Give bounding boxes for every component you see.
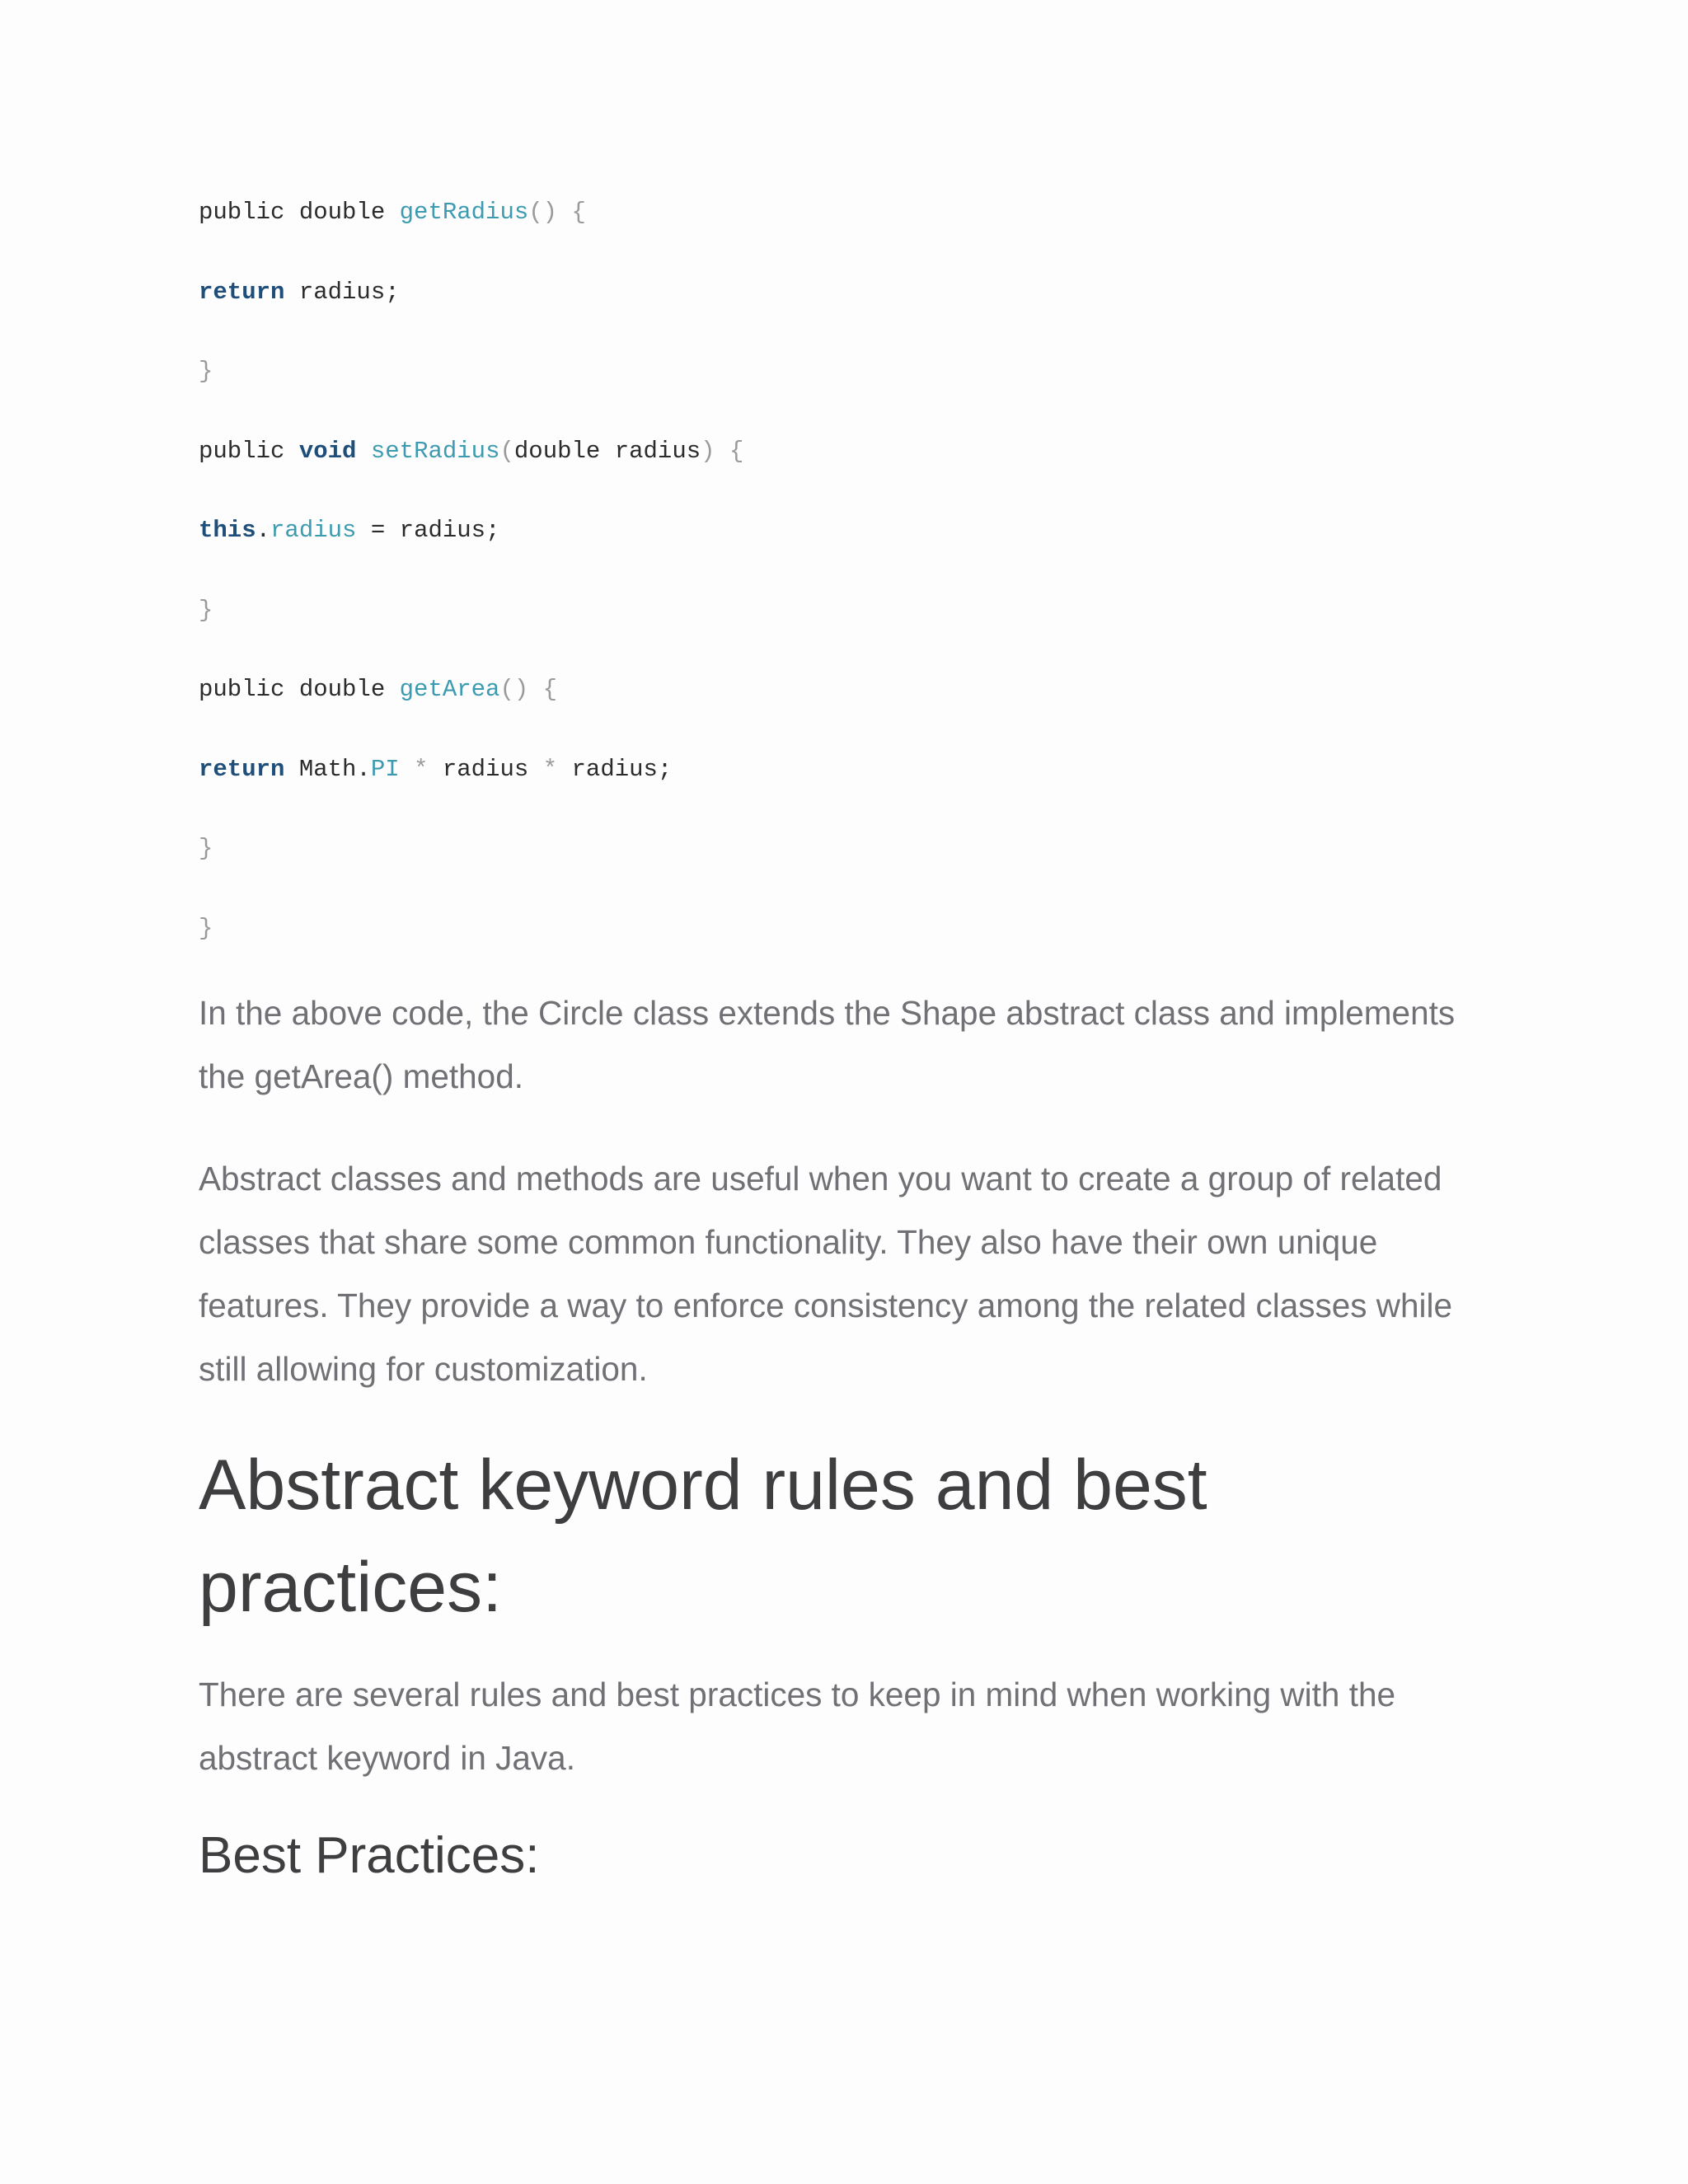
subheading-best-practices: Best Practices:: [199, 1827, 540, 1884]
document-page: [199, 181, 1501, 1889]
code-token: radius;: [284, 278, 400, 306]
code-token: () {: [499, 676, 558, 703]
code-token: radius;: [571, 755, 673, 783]
code-line: [199, 579, 1501, 659]
code-token: = radius;: [356, 517, 500, 544]
code-token: Math.: [284, 755, 371, 783]
code-token: public double: [199, 676, 400, 703]
code-token: return: [199, 755, 285, 783]
code-line: [199, 738, 1501, 818]
code-token: return: [199, 278, 285, 306]
code-token: PI: [370, 755, 400, 783]
code-line: [199, 420, 1501, 500]
code-line: [199, 818, 1501, 898]
code-token: () {: [528, 199, 586, 226]
code-line: [199, 181, 1501, 261]
code-token: double radius: [513, 437, 701, 465]
paragraph-circle-explanation: In the above code, the Circle class extends the Shape abstract class and implements the getArea() method.: [199, 994, 1456, 1095]
code-line: [199, 261, 1501, 341]
code-line: [199, 499, 1501, 579]
code-token: setRadius: [370, 437, 500, 465]
code-line: [199, 340, 1501, 420]
code-block: [199, 181, 1501, 977]
paragraph-abstract-usefulness: Abstract classes and methods are useful when you want to create a group of related classes that share some common functionality. They also have their own unique features. They provide a way to enforce consistency among the related classes while still allowing for customization.: [199, 1160, 1453, 1388]
code-line: [199, 658, 1501, 738]
code-token: getArea: [399, 676, 500, 703]
code-token: public: [199, 437, 299, 465]
code-token: }: [199, 835, 213, 862]
code-token: }: [199, 914, 213, 942]
code-token: ) {: [701, 437, 744, 465]
section-heading-abstract-rules: Abstract keyword rules and best practices:: [199, 1446, 1207, 1627]
code-token: *: [399, 755, 443, 783]
code-token: *: [528, 755, 572, 783]
code-line: [199, 898, 1501, 977]
code-token: }: [199, 596, 213, 624]
code-token: (: [499, 437, 514, 465]
code-token: this: [199, 517, 256, 544]
code-token: getRadius: [399, 199, 529, 226]
paragraph-rules-intro: There are several rules and best practices to keep in mind when working with the abstract keyword in Java.: [199, 1675, 1395, 1777]
code-token: }: [199, 358, 213, 385]
code-token: .: [256, 517, 271, 544]
code-token: [356, 438, 370, 465]
code-token: public double: [199, 199, 400, 226]
code-token: void: [298, 437, 357, 465]
code-token: radius: [442, 755, 529, 783]
code-token: radius: [270, 517, 357, 544]
